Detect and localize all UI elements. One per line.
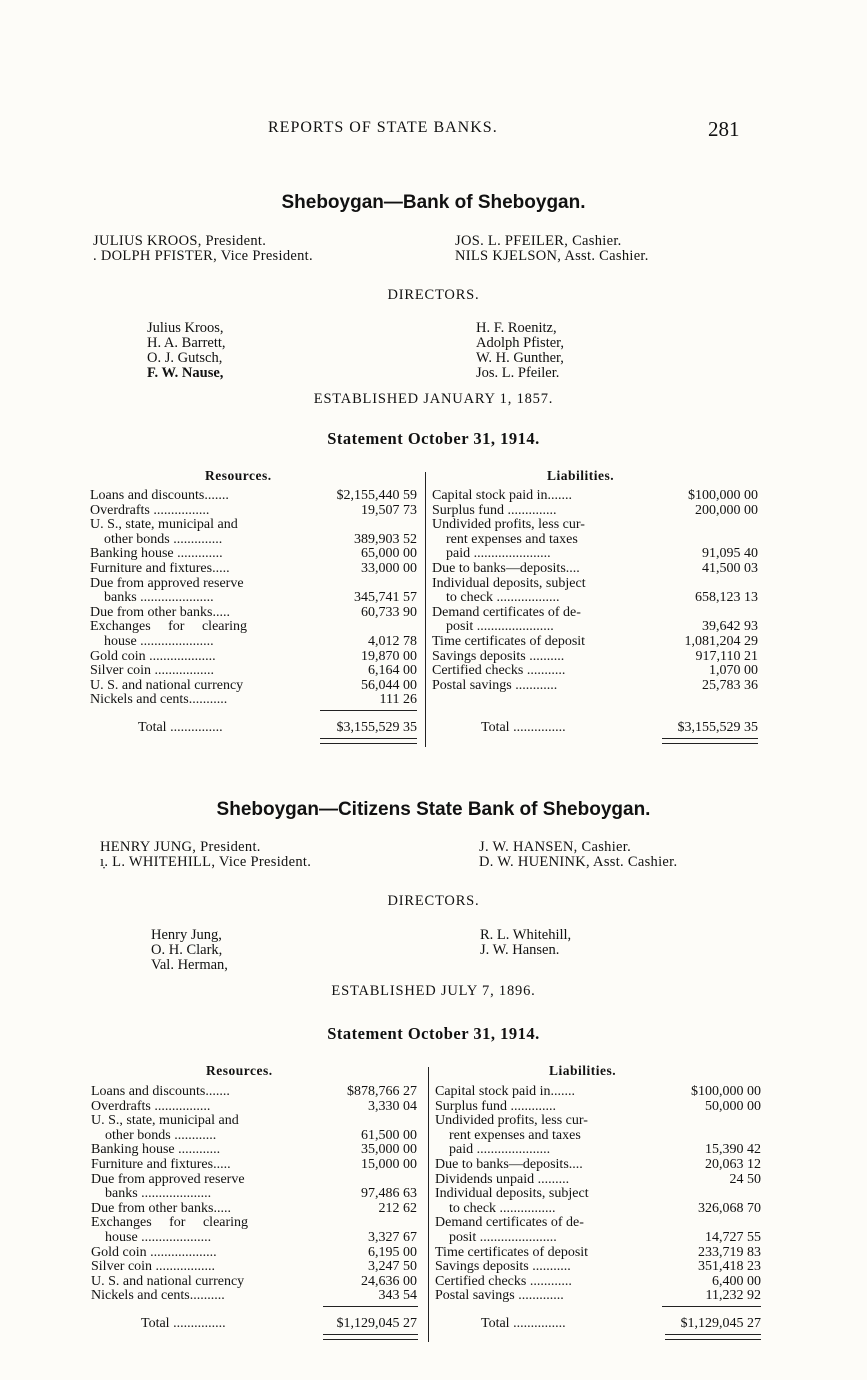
- total-liabilities: $3,155,529 35: [677, 720, 758, 735]
- officer-right: D. W. HUENINK, Asst. Cashier.: [479, 854, 678, 870]
- director-name: W. H. Gunther,: [476, 350, 564, 366]
- column-divider: [428, 1067, 429, 1342]
- officer-right: JOS. L. PFEILER, Cashier.: [455, 233, 622, 249]
- established-line: ESTABLISHED JANUARY 1, 1857.: [313, 391, 554, 407]
- total-label: Total ...............: [141, 1316, 226, 1331]
- officer-left: . DOLPH PFISTER, Vice President.: [93, 248, 313, 264]
- liabilities-heading: Liabilities.: [549, 1063, 617, 1078]
- statement-title: Statement October 31, 1914.: [327, 429, 540, 448]
- rule: [662, 1306, 761, 1307]
- director-name: H. F. Roenitz,: [476, 320, 557, 336]
- bank-title: Sheboygan—Bank of Sheboygan.: [281, 192, 586, 213]
- statement-title: Statement October 31, 1914.: [327, 1024, 540, 1043]
- page-header: [0, 117, 867, 147]
- director-name: J. W. Hansen.: [480, 942, 560, 958]
- officer-right: NILS KJELSON, Asst. Cashier.: [455, 248, 649, 264]
- officer-left: HENRY JUNG, President.: [100, 839, 261, 855]
- director-name: H. A. Barrett,: [147, 335, 226, 351]
- director-name: Julius Kroos,: [147, 320, 224, 336]
- double-rule: [320, 738, 417, 744]
- page-number: 281: [708, 117, 740, 141]
- director-name: R. L. Whitehill,: [480, 927, 572, 943]
- double-rule: [662, 738, 758, 744]
- resources-heading: Resources.: [206, 1063, 273, 1078]
- director-name: Val. Herman,: [151, 957, 228, 973]
- directors-heading: DIRECTORS.: [387, 287, 480, 303]
- bank-title: Sheboygan—Citizens State Bank of Sheboygan.: [216, 799, 651, 820]
- directors-heading: DIRECTORS.: [387, 893, 480, 909]
- director-name: O. J. Gutsch,: [147, 350, 223, 366]
- total-label: Total ...............: [481, 720, 566, 735]
- resources-heading: Resources.: [205, 468, 272, 483]
- rule: [323, 1306, 418, 1307]
- officer-right: J. W. HANSEN, Cashier.: [479, 839, 632, 855]
- rule: [320, 710, 417, 711]
- director-name: O. H. Clark,: [151, 942, 223, 958]
- double-rule: [665, 1334, 761, 1340]
- director-name: Jos. L. Pfeiler.: [476, 365, 560, 381]
- liabilities-heading: Liabilities.: [547, 468, 615, 483]
- director-name: Henry Jung,: [151, 927, 222, 943]
- established-line: ESTABLISHED JULY 7, 1896.: [331, 983, 536, 999]
- total-liabilities: $1,129,045 27: [680, 1316, 761, 1331]
- director-name: Adolph Pfister,: [476, 335, 565, 351]
- officer-left: ı̣. L. WHITEHILL, Vice President.: [100, 854, 312, 870]
- total-resources: $1,129,045 27: [336, 1316, 417, 1331]
- total-label: Total ...............: [481, 1316, 566, 1331]
- officer-left: JULIUS KROOS, President.: [93, 233, 267, 249]
- total-resources: $3,155,529 35: [336, 720, 417, 735]
- running-title: REPORTS OF STATE BANKS.: [268, 119, 498, 136]
- column-divider: [425, 472, 426, 747]
- director-name: F. W. Nause,: [147, 365, 224, 381]
- total-label: Total ...............: [138, 720, 223, 735]
- double-rule: [323, 1334, 418, 1340]
